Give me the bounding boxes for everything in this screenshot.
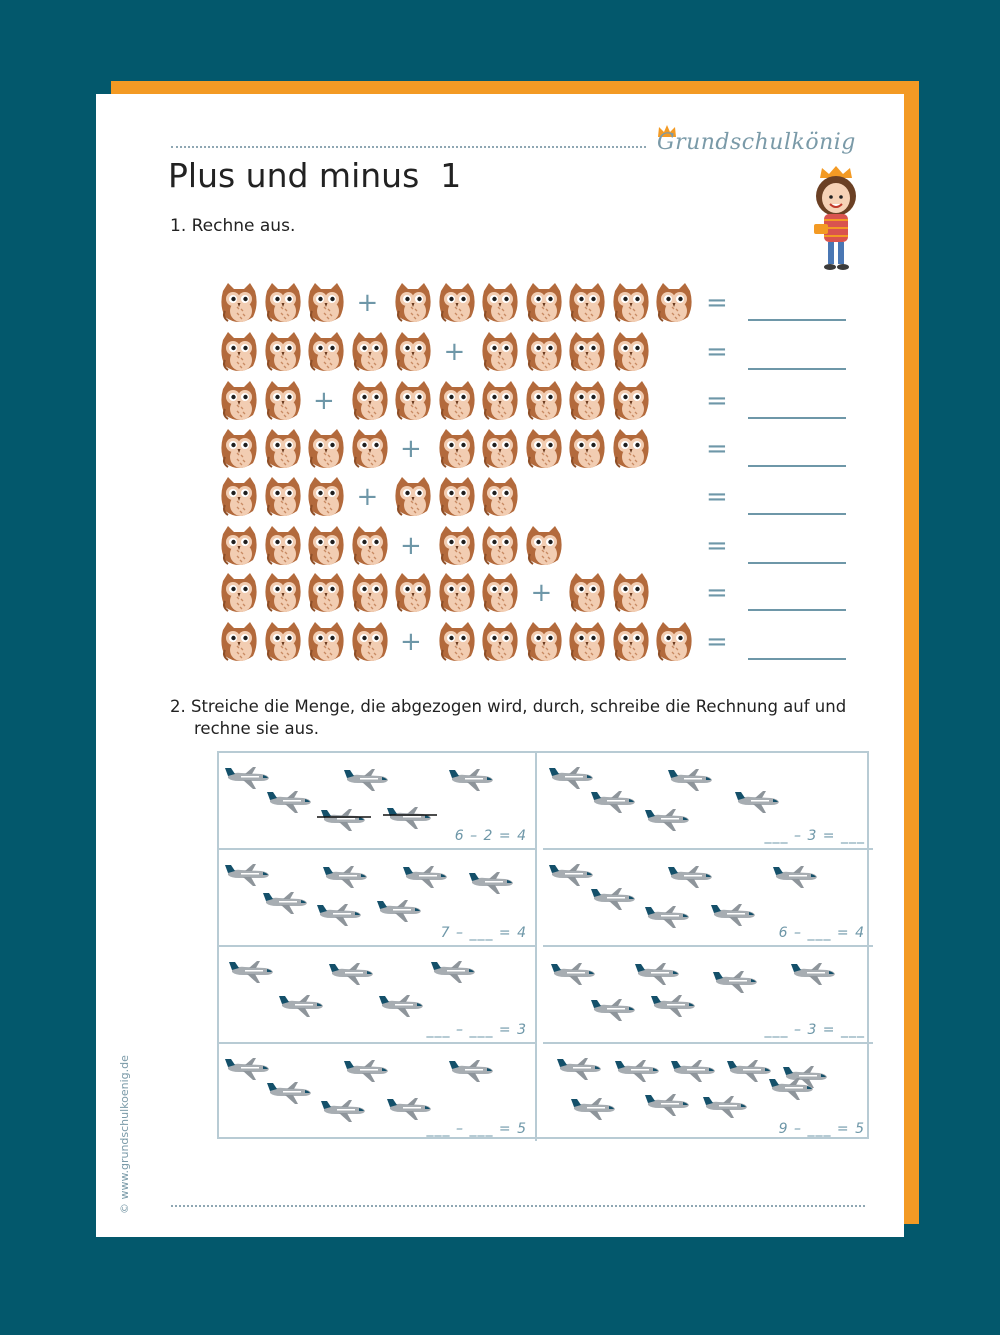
owl-icon bbox=[524, 379, 564, 423]
airplane-icon bbox=[387, 1096, 433, 1122]
answer-blank[interactable] bbox=[748, 609, 846, 611]
airplane-icon bbox=[651, 993, 697, 1019]
owl-icon bbox=[567, 281, 607, 325]
owl-icon bbox=[219, 475, 259, 519]
worksheet bbox=[96, 94, 904, 1237]
airplane-icon bbox=[431, 959, 477, 985]
airplane-icon bbox=[591, 997, 637, 1023]
brand-logo: Grundschulkönig bbox=[657, 130, 856, 155]
airplane-icon bbox=[379, 993, 425, 1019]
airplane-icon bbox=[668, 864, 714, 890]
subtraction-cell bbox=[543, 1044, 873, 1141]
airplane-icon bbox=[551, 961, 597, 987]
airplane-icon bbox=[263, 890, 309, 916]
airplane-icon bbox=[668, 767, 714, 793]
owl-icon bbox=[654, 620, 694, 664]
subtraction-equation[interactable]: 6 – ___ = 4 bbox=[778, 925, 865, 941]
equals-sign: = bbox=[706, 386, 728, 416]
owl-icon bbox=[611, 330, 651, 374]
owl-icon bbox=[567, 620, 607, 664]
plus-sign: + bbox=[530, 578, 553, 608]
subtraction-equation[interactable]: ___ – 3 = ___ bbox=[764, 828, 865, 844]
subtraction-grid bbox=[217, 751, 869, 1139]
airplane-icon bbox=[229, 959, 275, 985]
plus-sign: + bbox=[356, 482, 379, 512]
owl-icon bbox=[350, 330, 390, 374]
owl-icon bbox=[263, 379, 303, 423]
subtraction-cell bbox=[219, 850, 537, 947]
subtraction-cell bbox=[543, 753, 873, 850]
owl-icon bbox=[480, 379, 520, 423]
airplane-icon bbox=[791, 961, 837, 987]
owl-icon bbox=[480, 620, 520, 664]
owl-icon bbox=[437, 281, 477, 325]
owl-icon bbox=[306, 281, 346, 325]
airplane-icon bbox=[225, 1056, 271, 1082]
airplane-icon bbox=[329, 961, 375, 987]
plus-sign: + bbox=[356, 288, 379, 318]
subtraction-cell bbox=[219, 753, 537, 850]
owl-icon bbox=[567, 379, 607, 423]
owl-icon bbox=[263, 427, 303, 471]
equals-sign: = bbox=[706, 627, 728, 657]
owl-icon bbox=[350, 620, 390, 664]
owl-icon bbox=[263, 620, 303, 664]
owl-icon bbox=[306, 330, 346, 374]
plus-sign: + bbox=[400, 434, 422, 464]
airplane-icon bbox=[321, 1098, 367, 1124]
owl-icon bbox=[480, 524, 520, 568]
copyright-notice: © www.grundschulkoenig.de bbox=[118, 1055, 131, 1214]
plus-sign: + bbox=[313, 386, 335, 416]
owl-icon bbox=[263, 475, 303, 519]
airplane-icon bbox=[703, 1094, 749, 1120]
equals-sign: = bbox=[706, 531, 728, 561]
airplane-icon bbox=[713, 969, 759, 995]
airplane-icon bbox=[317, 902, 363, 928]
page-title: Plus und minus 1 bbox=[168, 156, 462, 195]
plus-sign: + bbox=[400, 531, 422, 561]
bottom-dotted-rule bbox=[171, 1205, 865, 1207]
task-1-instruction: 1. Rechne aus. bbox=[170, 216, 296, 236]
owl-icon bbox=[654, 281, 694, 325]
owl-icon bbox=[524, 427, 564, 471]
owl-icon bbox=[306, 571, 346, 615]
owl-icon bbox=[611, 281, 651, 325]
owl-icon bbox=[567, 427, 607, 471]
answer-blank[interactable] bbox=[748, 319, 846, 321]
owl-icon bbox=[567, 330, 607, 374]
owl-icon bbox=[524, 330, 564, 374]
owl-icon bbox=[480, 475, 520, 519]
owl-icon bbox=[350, 427, 390, 471]
airplane-icon bbox=[321, 807, 367, 833]
airplane-icon bbox=[449, 767, 495, 793]
owl-icon bbox=[306, 427, 346, 471]
top-dotted-rule bbox=[171, 146, 646, 148]
airplane-icon bbox=[267, 789, 313, 815]
airplane-icon bbox=[615, 1058, 661, 1084]
owl-icon bbox=[393, 379, 433, 423]
owl-icon bbox=[437, 571, 477, 615]
owl-icon bbox=[219, 571, 259, 615]
subtraction-equation[interactable]: ___ – ___ = 5 bbox=[426, 1121, 527, 1137]
plus-sign: + bbox=[400, 627, 422, 657]
plus-sign: + bbox=[443, 337, 466, 367]
airplane-icon bbox=[225, 765, 271, 791]
airplane-icon bbox=[671, 1058, 717, 1084]
task-2-line-2: rechne sie aus. bbox=[194, 719, 319, 738]
airplane-icon bbox=[711, 902, 757, 928]
airplane-icon bbox=[344, 1058, 390, 1084]
owl-icon bbox=[524, 620, 564, 664]
owl-icon bbox=[219, 524, 259, 568]
airplane-icon bbox=[377, 898, 423, 924]
airplane-icon bbox=[645, 807, 691, 833]
owl-icon bbox=[393, 330, 433, 374]
owl-icon bbox=[350, 571, 390, 615]
owl-icon bbox=[350, 379, 390, 423]
owl-icon bbox=[263, 281, 303, 325]
owl-icon bbox=[567, 571, 607, 615]
owl-icon bbox=[437, 524, 477, 568]
owl-icon bbox=[611, 571, 651, 615]
owl-icon bbox=[437, 427, 477, 471]
airplane-icon bbox=[591, 886, 637, 912]
airplane-icon bbox=[769, 1076, 815, 1102]
airplane-icon bbox=[279, 993, 325, 1019]
airplane-icon bbox=[727, 1058, 773, 1084]
owl-icon bbox=[480, 281, 520, 325]
airplane-icon bbox=[403, 864, 449, 890]
owl-icon bbox=[611, 620, 651, 664]
airplane-icon bbox=[591, 789, 637, 815]
owl-icon bbox=[611, 379, 651, 423]
owl-icon bbox=[306, 620, 346, 664]
subtraction-cell bbox=[219, 1044, 537, 1141]
answer-blank[interactable] bbox=[748, 513, 846, 515]
owl-icon bbox=[219, 330, 259, 374]
owl-icon bbox=[480, 330, 520, 374]
owl-icon bbox=[263, 330, 303, 374]
owl-icon bbox=[437, 475, 477, 519]
owl-icon bbox=[480, 571, 520, 615]
subtraction-cell bbox=[543, 850, 873, 947]
owl-icon bbox=[393, 281, 433, 325]
owl-icon bbox=[219, 427, 259, 471]
airplane-icon bbox=[645, 904, 691, 930]
subtraction-equation[interactable]: 6 – 2 = 4 bbox=[454, 828, 527, 844]
owl-icon bbox=[350, 524, 390, 568]
airplane-icon bbox=[225, 862, 271, 888]
owl-icon bbox=[393, 475, 433, 519]
airplane-icon bbox=[549, 862, 595, 888]
answer-blank[interactable] bbox=[748, 658, 846, 660]
airplane-icon bbox=[387, 805, 433, 831]
owl-icon bbox=[393, 571, 433, 615]
answer-blank[interactable] bbox=[748, 417, 846, 419]
task-2-instruction bbox=[170, 696, 850, 740]
girl-mascot-icon bbox=[808, 164, 864, 276]
owl-icon bbox=[524, 281, 564, 325]
airplane-icon bbox=[635, 961, 681, 987]
owl-icon bbox=[263, 524, 303, 568]
owl-icon bbox=[524, 524, 564, 568]
answer-blank[interactable] bbox=[748, 562, 846, 564]
owl-icon bbox=[263, 571, 303, 615]
subtraction-equation[interactable]: 7 – ___ = 4 bbox=[440, 925, 527, 941]
airplane-icon bbox=[449, 1058, 495, 1084]
airplane-icon bbox=[735, 789, 781, 815]
subtraction-cell bbox=[543, 947, 873, 1044]
airplane-icon bbox=[557, 1056, 603, 1082]
subtraction-equation[interactable]: ___ – 3 = ___ bbox=[764, 1022, 865, 1038]
equals-sign: = bbox=[706, 434, 728, 464]
task-2-line-1: 2. Streiche die Menge, die abgezogen wird, durch, schreibe die Rechnung auf und bbox=[170, 697, 847, 716]
owl-icon bbox=[306, 524, 346, 568]
airplane-icon bbox=[645, 1092, 691, 1118]
answer-blank[interactable] bbox=[748, 465, 846, 467]
airplane-icon bbox=[549, 765, 595, 791]
airplane-icon bbox=[469, 870, 515, 896]
subtraction-equation[interactable]: 9 – ___ = 5 bbox=[778, 1121, 865, 1137]
owl-icon bbox=[437, 620, 477, 664]
answer-blank[interactable] bbox=[748, 368, 846, 370]
airplane-icon bbox=[344, 767, 390, 793]
owl-icon bbox=[219, 281, 259, 325]
owl-icon bbox=[219, 620, 259, 664]
owl-icon bbox=[611, 427, 651, 471]
airplane-icon bbox=[773, 864, 819, 890]
airplane-icon bbox=[571, 1096, 617, 1122]
airplane-icon bbox=[267, 1080, 313, 1106]
airplane-icon bbox=[323, 864, 369, 890]
equals-sign: = bbox=[706, 482, 728, 512]
owl-icon bbox=[306, 475, 346, 519]
equals-sign: = bbox=[706, 578, 728, 608]
subtraction-cell bbox=[219, 947, 537, 1044]
owl-icon bbox=[480, 427, 520, 471]
subtraction-equation[interactable]: ___ – ___ = 3 bbox=[426, 1022, 527, 1038]
equals-sign: = bbox=[706, 288, 728, 318]
equals-sign: = bbox=[706, 337, 728, 367]
owl-icon bbox=[219, 379, 259, 423]
owl-icon bbox=[437, 379, 477, 423]
